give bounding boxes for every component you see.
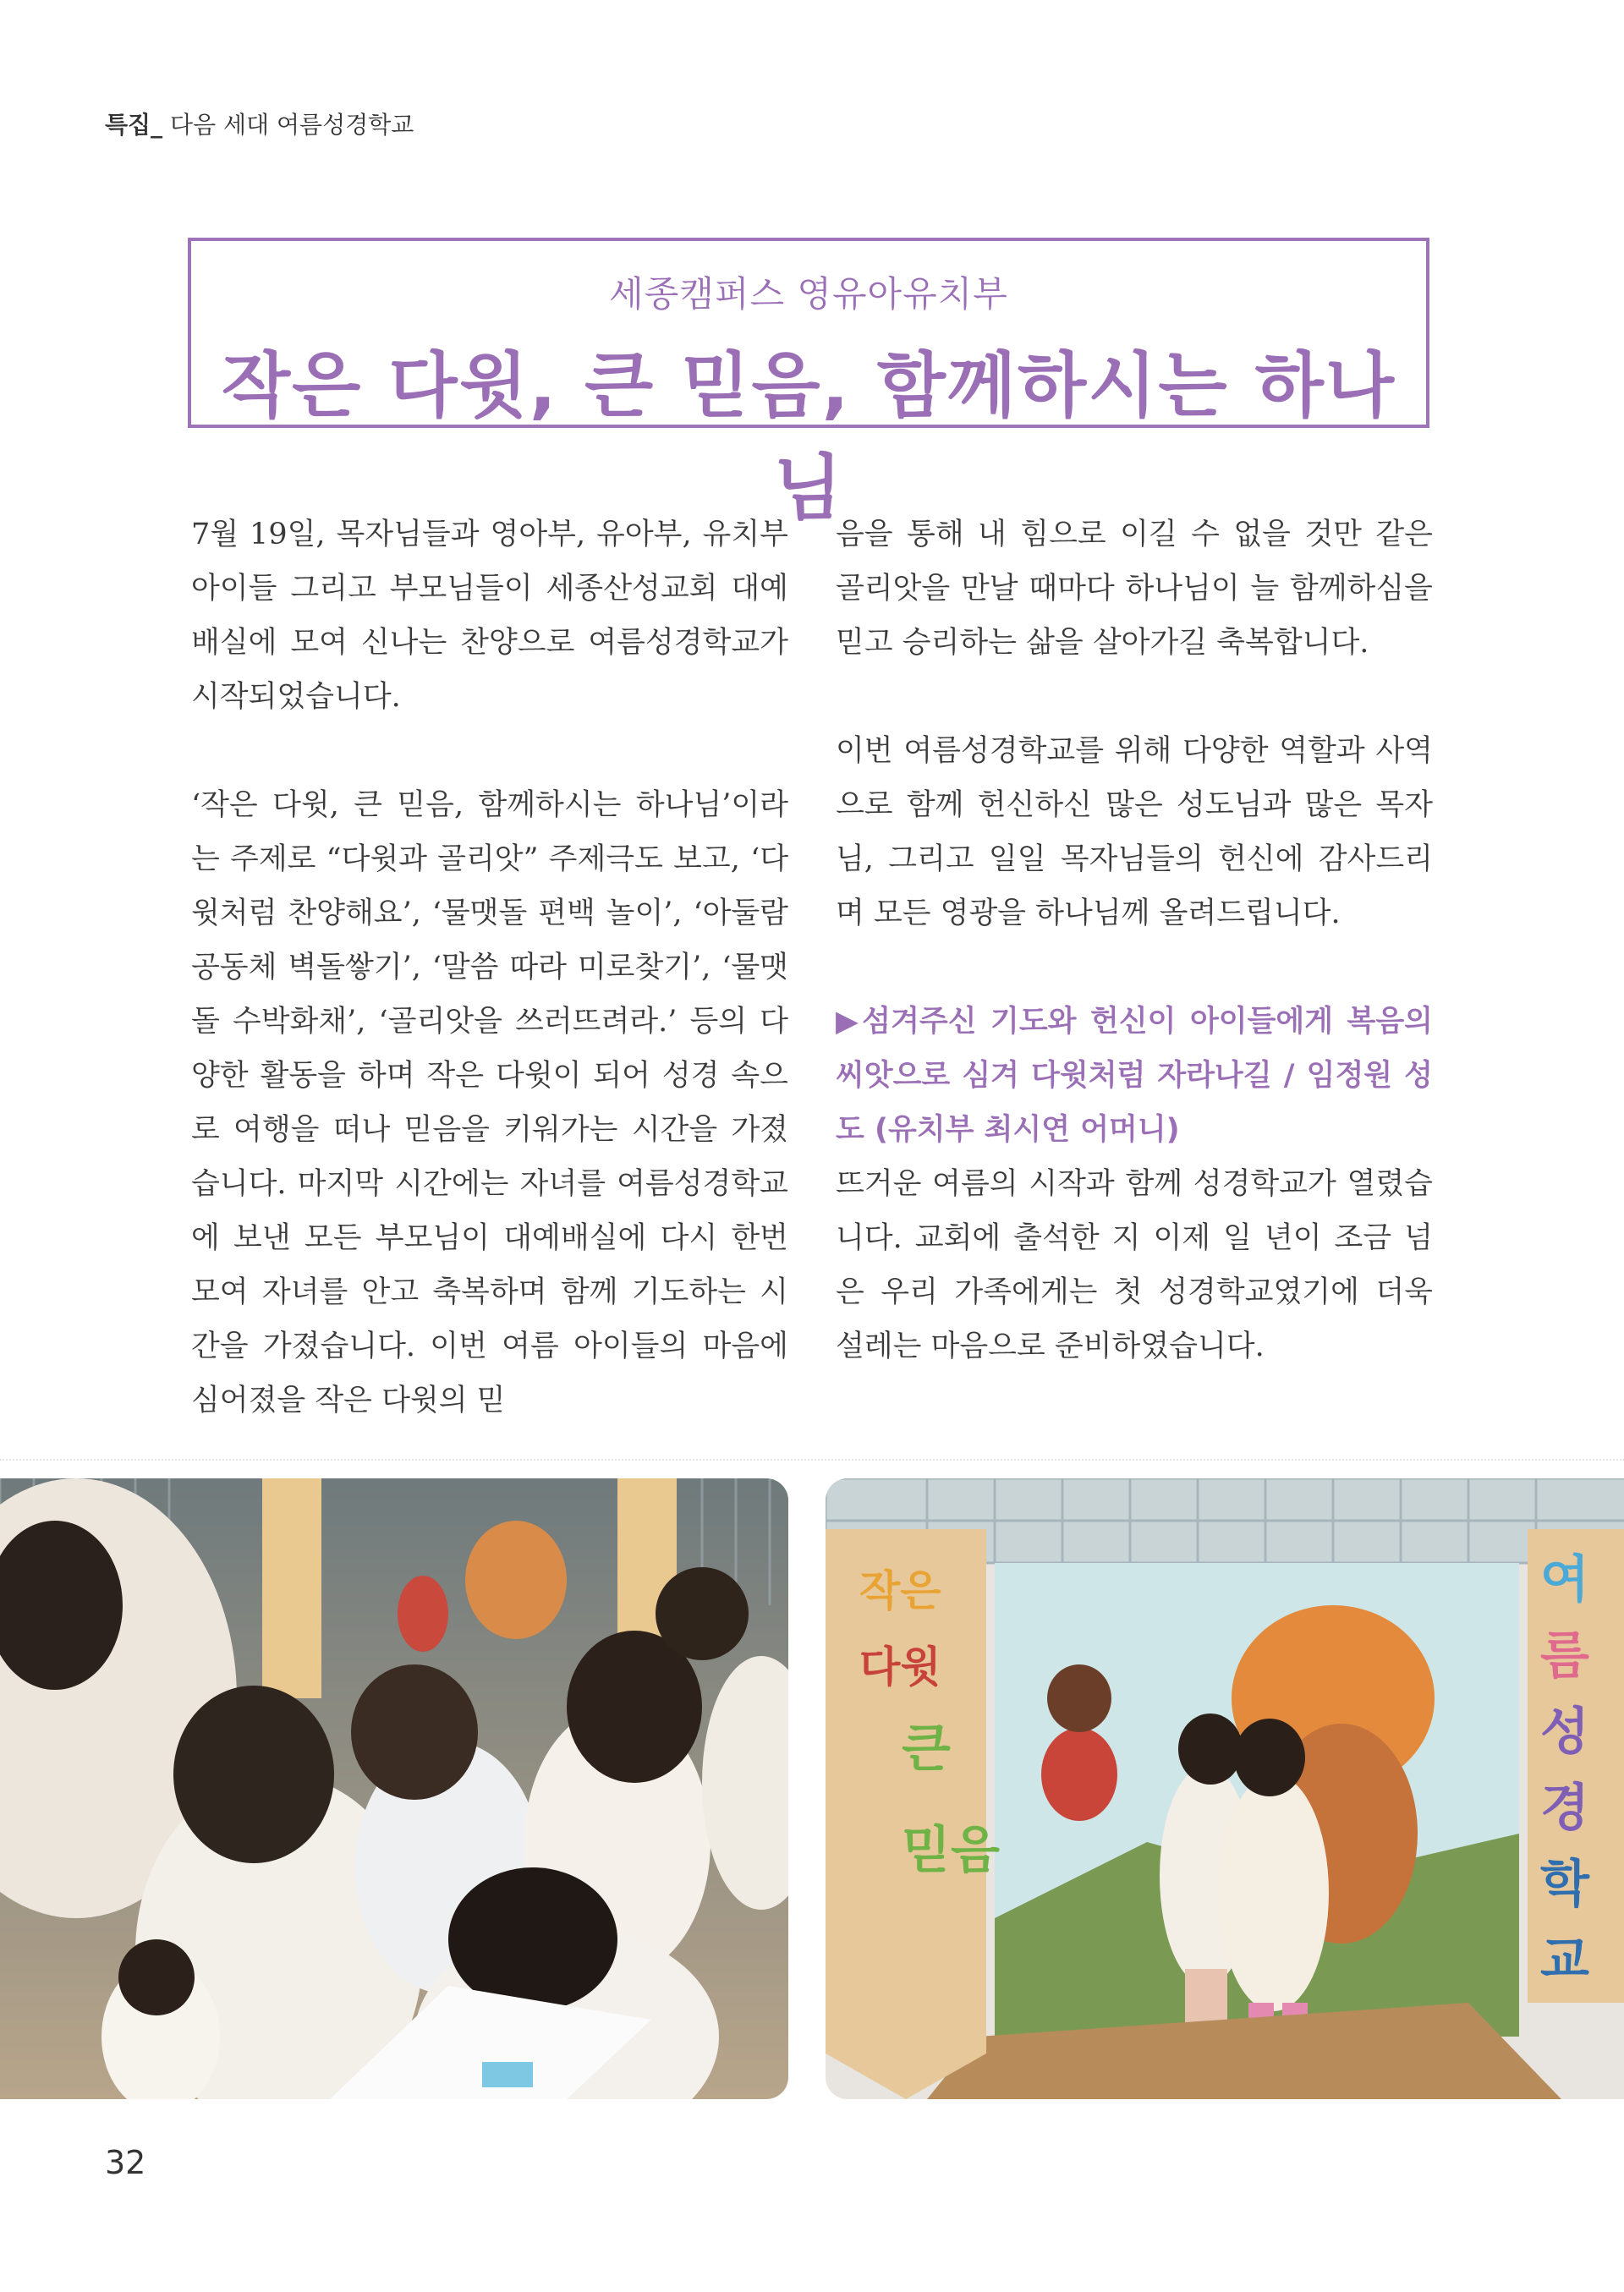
banner-text: 학 [1540, 1855, 1589, 1914]
page-header [105, 107, 414, 140]
photo-photo-zone [826, 1478, 1624, 2099]
paragraph: 이번 여름성경학교를 위해 다양한 역할과 사역으로 함께 헌신하신 많은 성도님과 많은 목자님, 그리고 일일 목자님들의 헌신에 감사드리며 모든 영광을 하나님께 올려드립니다. [836, 734, 1433, 930]
page-number: 32 [105, 2144, 146, 2181]
paragraph: 음을 통해 내 힘으로 이길 수 없을 것만 같은 골리앗을 만날 때마다 하나님이 늘 함께하심을 믿고 승리하는 삶을 살아가길 축복합니다. [836, 518, 1433, 660]
banner-text: 작은 [859, 1566, 941, 1615]
banner-text: 다윗 [859, 1642, 941, 1692]
left-column [191, 507, 788, 1428]
banner-text: 성 [1540, 1703, 1589, 1762]
banner-text: 믿음 [902, 1821, 1000, 1880]
banner-text: 여 [1540, 1550, 1589, 1609]
article-title: 작은 다윗, 큰 믿음, 함께하시는 하나님 [221, 344, 1396, 529]
article-title-box [188, 238, 1429, 529]
paragraph: 뜨거운 여름의 시작과 함께 성경학교가 열렸습니다. 교회에 출석한 지 이제 일 년이 조금 넘은 우리 가족에게는 첫 성경학교였기에 더욱 설레는 마음으로 준비하였습니다. [836, 1167, 1433, 1363]
photo-zone-image [826, 1478, 1624, 2099]
testimony-heading: ▶섬겨주신 기도와 헌신이 아이들에게 복음의 씨앗으로 심겨 다윗처럼 자라나길 / 임정원 성도 (유치부 최시연 어머니) [836, 1005, 1433, 1147]
photo-activity-image [0, 1478, 788, 2099]
divider [0, 1459, 1624, 1461]
right-column [836, 507, 1433, 1374]
banner-text: 름 [1540, 1626, 1589, 1686]
banner-text: 교 [1540, 1931, 1589, 1990]
paragraph: ‘작은 다윗, 큰 믿음, 함께하시는 하나님’이라는 주제로 “다윗과 골리앗” 주제극도 보고, ‘다윗처럼 찬양해요’, ‘물맷돌 편백 놀이’, ‘아둘람공동체 벽돌쌓기’, ‘말씀 따라 미로찾기’, ‘물맷돌 수박화채’, ‘골리앗을 쓰러뜨려라.’ 등의 다양한 활동을 하며 작은 다윗이 되어 성경 속으로 여행을 떠나 믿음을 키워가는 시간을 가졌습니다. 마지막 시간에는 자녀를 여름성경학교에 보낸 모든 부모님이 대예배실에 다시 한번 모여 자녀를 안고 축복하며 함께 기도하는 시간을 가졌습니다. 이번 여름 아이들의 마음에 심어졌을 작은 다윗의 믿 [191, 788, 788, 1417]
header-section: 특집_ [105, 111, 163, 139]
banner-text: 경 [1540, 1779, 1589, 1838]
photo-activity-room [0, 1478, 788, 2099]
banner-text: 큰 [902, 1719, 951, 1779]
article-subtitle: 세종캠퍼스 영유아유치부 [609, 273, 1008, 315]
paragraph: 7월 19일, 목자님들과 영아부, 유아부, 유치부 아이들 그리고 부모님들이 세종산성교회 대예배실에 모여 신나는 찬양으로 여름성경학교가 시작되었습니다. [191, 518, 788, 714]
header-subtitle: 다음 세대 여름성경학교 [170, 111, 414, 139]
